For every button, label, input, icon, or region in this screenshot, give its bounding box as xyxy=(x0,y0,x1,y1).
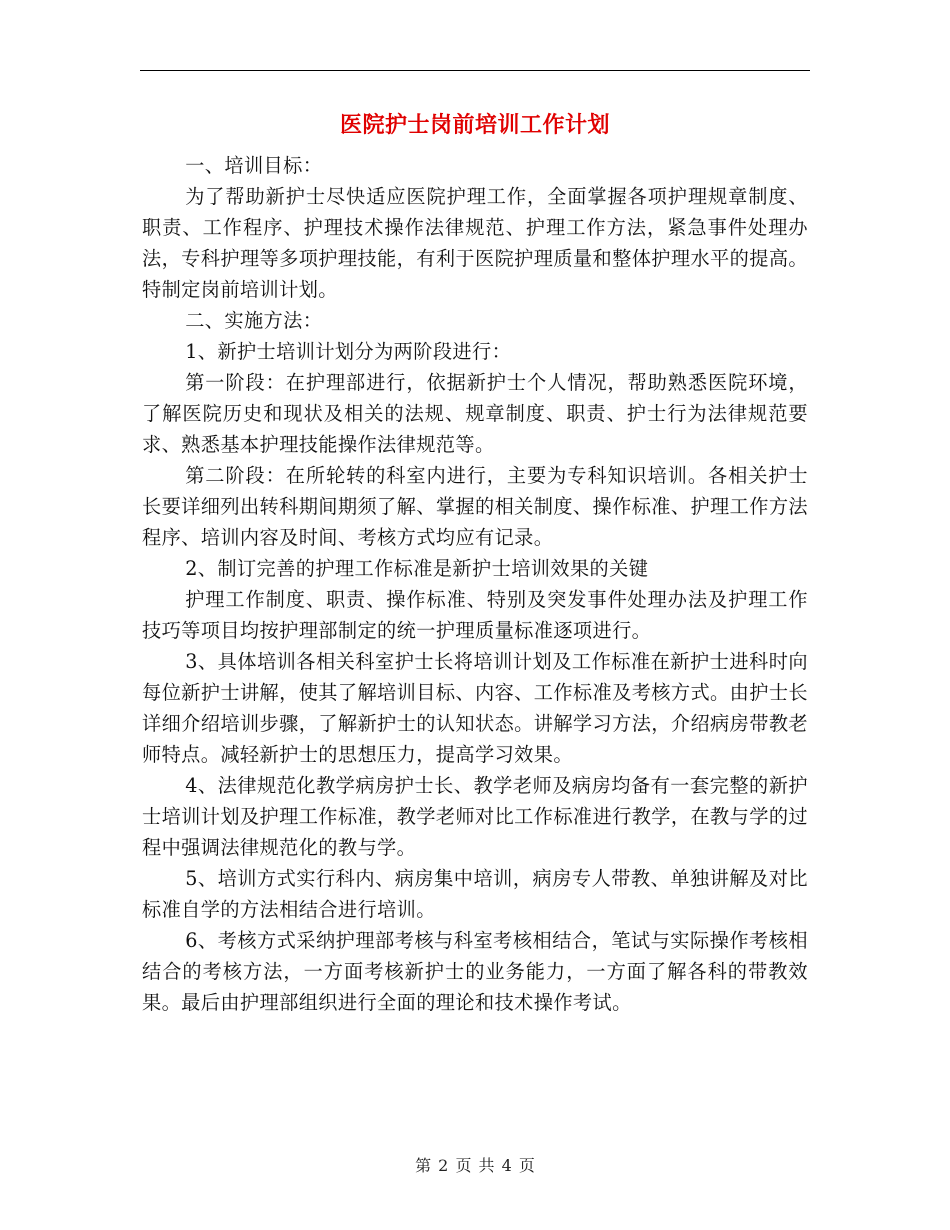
paragraph-goals-text: 为了帮助新护士尽快适应医院护理工作，全面掌握各项护理规章制度、职责、工作程序、护理技术操作法律规范、护理工作方法，紧急事件处理办法，专科护理等多项护理技能，有利于医院护理质量和整体护理水平的提高。特制定岗前培训计划。 xyxy=(142,185,808,301)
paragraph-item-5: 5、培训方式实行科内、病房集中培训，病房专人带教、单独讲解及对比标准自学的方法相结合进行培训。 xyxy=(142,867,808,921)
document-body xyxy=(142,150,808,1018)
paragraph-item-6: 6、考核方式采纳护理部考核与科室考核相结合，笔试与实际操作考核相结合的考核方法，一方面考核新护士的业务能力，一方面了解各科的带教效果。最后由护理部组织进行全面的理论和技术操作考试。 xyxy=(142,929,808,1014)
heading-training-goals: 一、培训目标： xyxy=(185,154,323,177)
document-title: 医院护士岗前培训工作计划 xyxy=(339,112,610,138)
paragraph-stage-1: 第一阶段：在护理部进行，依据新护士个人情况，帮助熟悉医院环境，了解医院历史和现状及相关的法规、规章制度、职责、护士行为法律规范要求、熟悉基本护理技能操作法律规范等。 xyxy=(142,371,808,456)
page-number: 第 2 页 共 4 页 xyxy=(415,1156,535,1175)
heading-implementation: 二、实施方法： xyxy=(185,309,323,332)
paragraph-item-2: 2、制订完善的护理工作标准是新护士培训效果的关键 xyxy=(185,557,649,580)
paragraph-item-2-detail: 护理工作制度、职责、操作标准、特别及突发事件处理办法及护理工作技巧等项目均按护理部制定的统一护理质量标准逐项进行。 xyxy=(142,588,808,642)
header-rule xyxy=(140,70,810,71)
paragraph-stage-2: 第二阶段：在所轮转的科室内进行，主要为专科知识培训。各相关护士长要详细列出转科期间期须了解、掌握的相关制度、操作标准、护理工作方法程序、培训内容及时间、考核方式均应有记录。 xyxy=(142,464,808,549)
paragraph-item-1: 1、新护士培训计划分为两阶段进行： xyxy=(185,340,512,363)
paragraph-item-4: 4、法律规范化教学病房护士长、教学老师及病房均备有一套完整的新护士培训计划及护理工作标准，教学老师对比工作标准进行教学，在教与学的过程中强调法律规范化的教与学。 xyxy=(142,774,808,859)
paragraph-item-3: 3、具体培训各相关科室护士长将培训计划及工作标准在新护士进科时向每位新护士讲解，使其了解培训目标、内容、工作标准及考核方式。由护士长详细介绍培训步骤，了解新护士的认知状态。讲解学习方法，介绍病房带教老师特点。减轻新护士的思想压力，提高学习效果。 xyxy=(142,650,808,766)
